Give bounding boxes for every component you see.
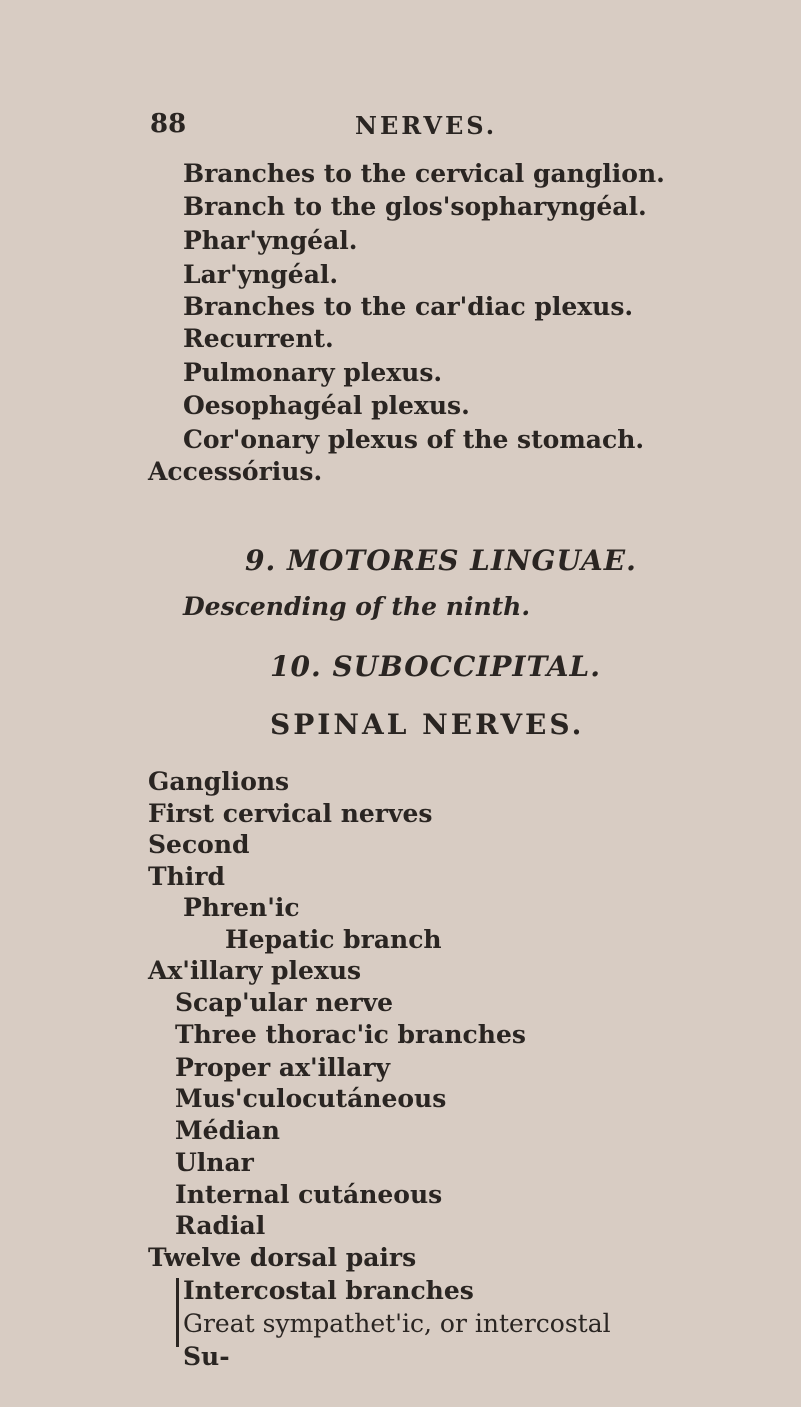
text-line: Internal cutáneous [175, 1179, 443, 1209]
text-line: Cor'onary plexus of the stomach. [183, 425, 645, 455]
text-line: Médian [175, 1116, 280, 1146]
text-line: Branches to the car'diac plexus. [183, 292, 634, 322]
text-line: Second [148, 830, 250, 860]
section-heading: SPINAL NERVES. [270, 707, 585, 741]
text-line: Phar'yngéal. [183, 226, 358, 256]
text-line: Recurrent. [183, 324, 334, 354]
text-line: Oesophagéal plexus. [183, 390, 470, 420]
page-number: 88 [150, 109, 187, 140]
text-line: Hepatic branch [225, 924, 442, 954]
text-line: Branches to the cervical ganglion. [183, 158, 665, 188]
text-line: Ulnar [175, 1148, 254, 1178]
text-line: Accessórius. [148, 457, 323, 487]
text-line: Phren'ic [183, 892, 300, 922]
section-heading: 10. SUBOCCIPITAL. [270, 649, 601, 683]
text-line: Ganglions [148, 766, 290, 796]
text-line: Pulmonary plexus. [183, 357, 443, 387]
text-line: Proper ax'illary [175, 1052, 391, 1082]
text-line: Twelve dorsal pairs [148, 1243, 417, 1273]
text-line: Three thorac'ic branches [175, 1019, 526, 1049]
text-line: Descending of the ninth. [183, 591, 531, 621]
text-line: Intercostal branches [183, 1276, 474, 1306]
text-line: Radial [175, 1210, 266, 1240]
bracket-rule [176, 1278, 179, 1347]
text-line: Great sympathet'ic, or intercostal [183, 1308, 611, 1338]
running-head: NERVES. [355, 111, 498, 141]
text-line: Third [148, 861, 225, 891]
text-line: Su- [183, 1341, 230, 1371]
text-line: Lar'yngéal. [183, 259, 339, 289]
text-line: Ax'illary plexus [148, 956, 362, 986]
section-heading: 9. MOTORES LINGUAE. [245, 544, 637, 578]
text-line: Scap'ular nerve [175, 988, 394, 1018]
text-line: Mus'culocutáneous [175, 1084, 447, 1114]
text-line: First cervical nerves [148, 799, 433, 829]
text-line: Branch to the glos'sopharyngéal. [183, 191, 647, 221]
